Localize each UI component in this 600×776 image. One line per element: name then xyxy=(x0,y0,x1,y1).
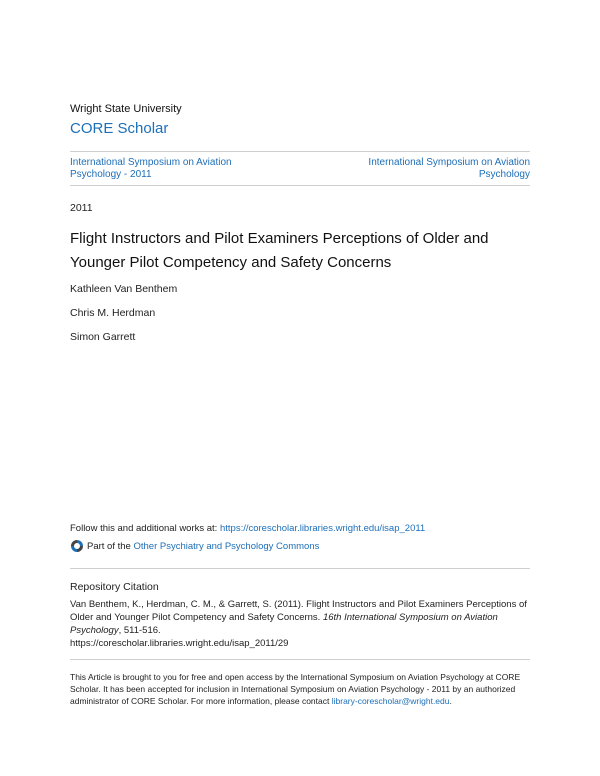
article-title: Flight Instructors and Pilot Examiners Perceptions of Older and Younger Pilot Competency and Safety Concerns xyxy=(70,230,489,271)
collection-link-parent[interactable]: International Symposium on Aviation Psychology xyxy=(368,157,530,180)
commons-network-icon xyxy=(70,539,84,553)
divider-citation xyxy=(70,568,530,569)
citation-main: Van Benthem, K., Herdman, C. M., & Garrett, S. (2011). Flight Instructors and Pilot Examiners Perceptions of Older and Younger Pilot Competency and Safety Concerns. xyxy=(70,599,527,623)
repository-link[interactable]: CORE Scholar xyxy=(70,120,169,137)
follow-prefix: Follow this and additional works at: xyxy=(70,523,220,534)
citation-heading: Repository Citation xyxy=(70,581,159,593)
citation-pages: , 511-516. xyxy=(118,625,161,636)
author-name: Kathleen Van Benthem xyxy=(70,283,178,295)
author-name: Chris M. Herdman xyxy=(70,307,156,319)
citation-text xyxy=(70,598,532,650)
follow-line xyxy=(70,523,425,534)
collection-url-link[interactable]: https://corescholar.libraries.wright.edu/isap_2011 xyxy=(219,523,426,534)
author-name: Simon Garrett xyxy=(70,331,136,343)
institution-name: Wright State University xyxy=(70,103,182,115)
commons-discipline-link[interactable]: Other Psychiatry and Psychology Commons xyxy=(133,540,320,552)
divider-collections xyxy=(70,185,530,186)
citation-venue: 16th International Symposium on Aviation Psychology xyxy=(70,612,498,636)
divider-top xyxy=(70,151,530,152)
publication-year: 2011 xyxy=(70,202,93,214)
access-end: . xyxy=(449,696,452,706)
divider-access xyxy=(70,659,530,660)
contact-email-link[interactable]: library-corescholar@wright.edu xyxy=(331,696,450,706)
collection-link-2011[interactable]: International Symposium on Aviation Psychology - 2011 xyxy=(70,157,232,180)
citation-url: https://corescholar.libraries.wright.edu/isap_2011/29 xyxy=(70,638,289,649)
access-text: This Article is brought to you for free and open access by the International Symposium on Aviation Psychology at CORE Scholar. It has been accepted for inclusion in International Symposium on Aviation Psychology - 2011 by an authorized administrator of CORE Scholar. For more information, please contact xyxy=(70,672,521,706)
part-of-prefix: Part of the xyxy=(87,540,131,552)
open-access-statement xyxy=(70,671,532,707)
part-of-line xyxy=(70,539,319,553)
